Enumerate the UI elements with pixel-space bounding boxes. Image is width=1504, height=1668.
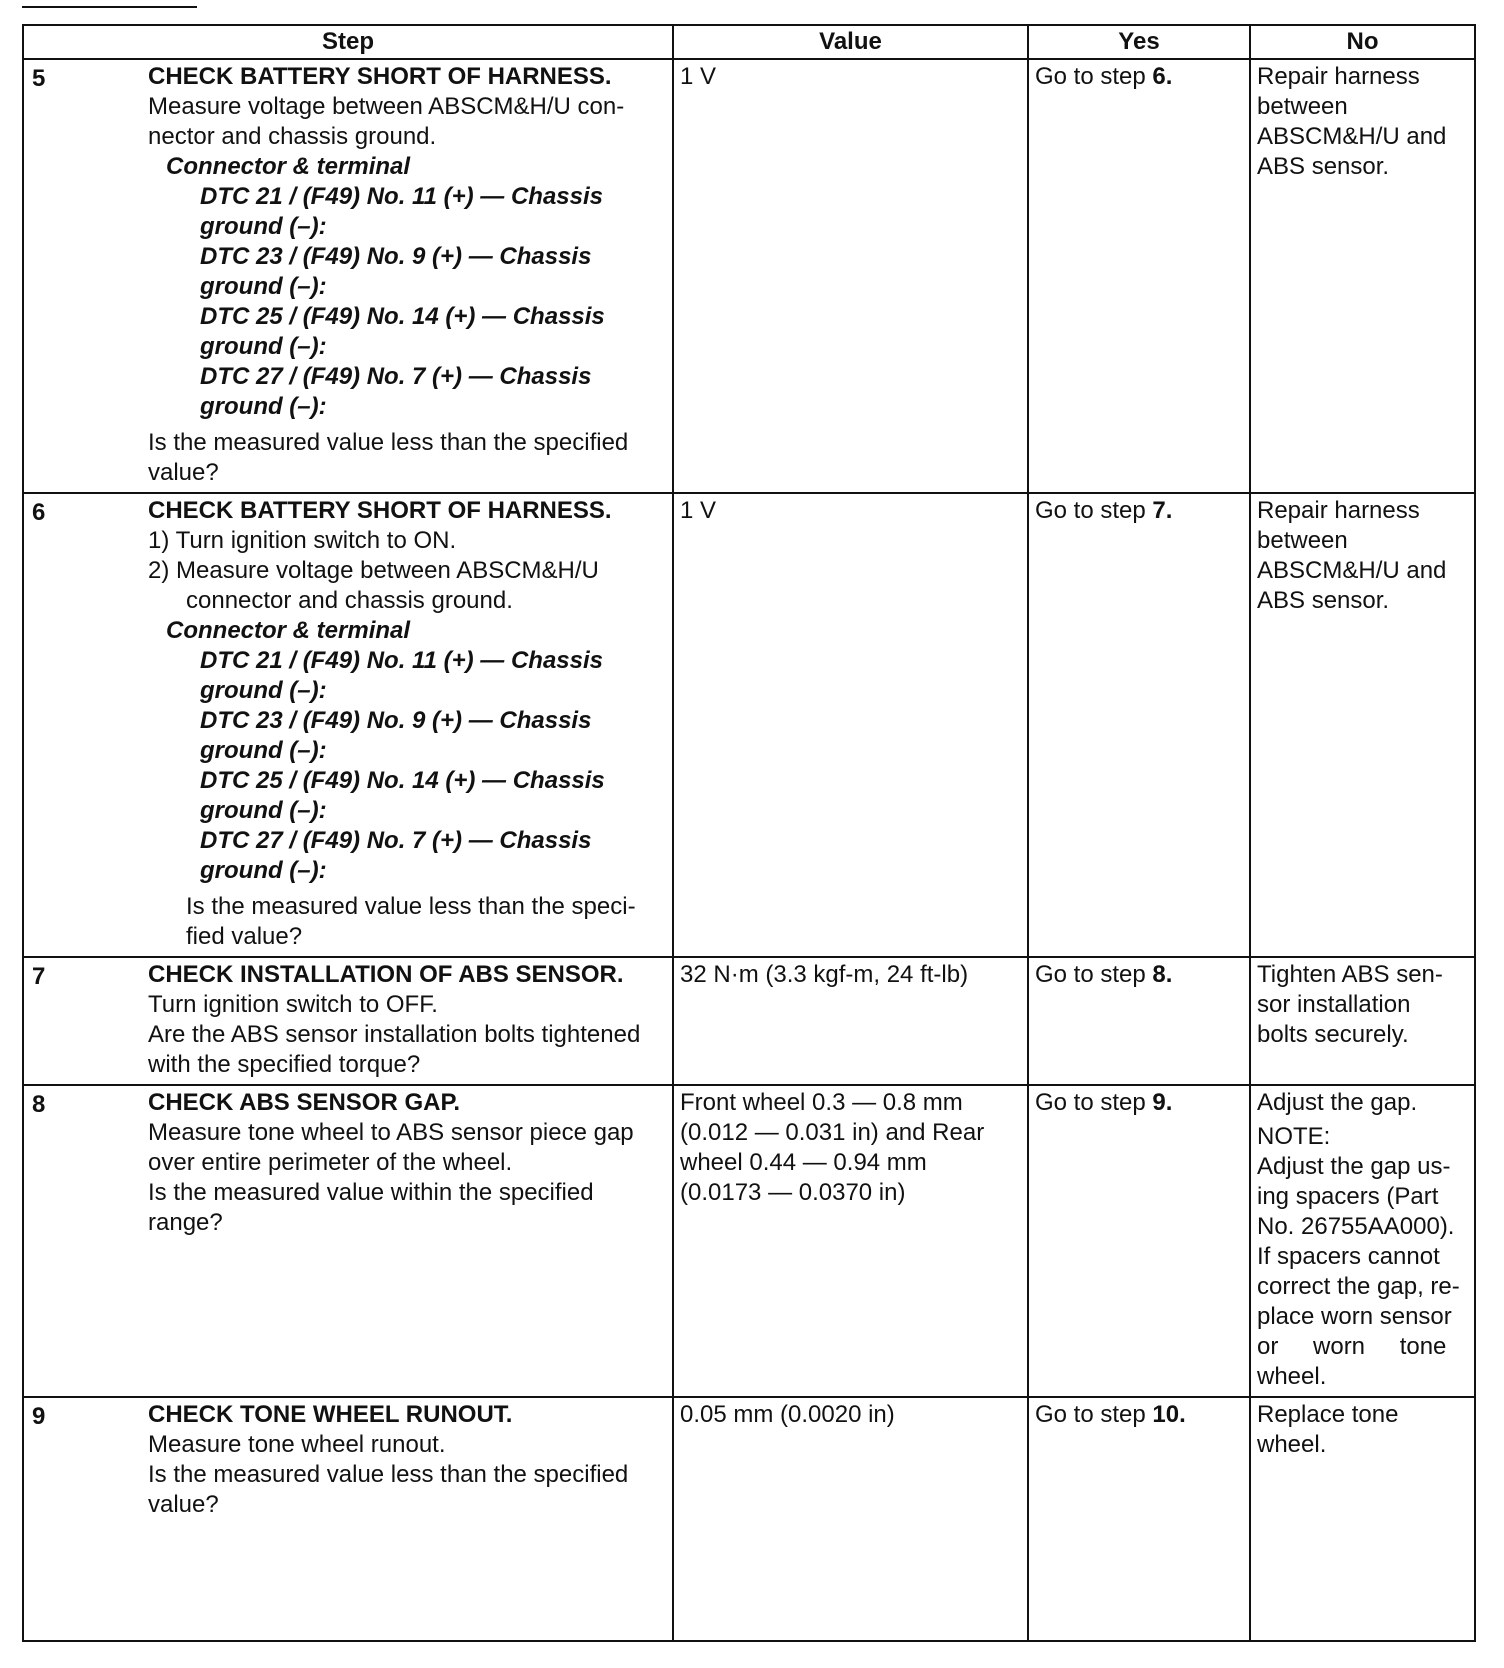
yes-step: 7. (1152, 497, 1173, 524)
terminal-line: ground (–): (200, 273, 327, 300)
no-text: ing spacers (Part (1257, 1183, 1439, 1210)
yes-text: Go to step (1035, 1401, 1153, 1428)
question-text: Is the measured value less than the speci- (186, 893, 636, 920)
no-text: Repair harness (1257, 63, 1420, 90)
terminal-line: ground (–): (200, 677, 327, 704)
terminal-line: DTC 21 / (F49) No. 11 (+) — Chassis (200, 647, 603, 674)
step-number: 5 (32, 65, 46, 92)
terminal-line: DTC 25 / (F49) No. 14 (+) — Chassis (200, 767, 605, 794)
no-cell (1250, 957, 1475, 1085)
step-number: 7 (32, 963, 46, 990)
no-text: between (1257, 527, 1348, 554)
step-text: Is the measured value within the specified (148, 1179, 594, 1206)
no-cell (1250, 1085, 1475, 1397)
header-row (23, 25, 1475, 59)
list-item-continued: connector and chassis ground. (186, 587, 513, 614)
step-cell (23, 1397, 673, 1641)
connector-heading: Connector & terminal (166, 153, 411, 180)
no-text: wheel. (1257, 1431, 1327, 1458)
value-text: (0.0173 — 0.0370 in) (680, 1179, 906, 1206)
yes-cell (1028, 1397, 1250, 1641)
no-text: bolts securely. (1257, 1021, 1409, 1048)
step-text: Measure tone wheel to ABS sensor piece gap (148, 1119, 634, 1146)
header-yes: Yes (1028, 25, 1250, 59)
diagnostic-table (22, 24, 1476, 1642)
yes-text: Go to step (1035, 63, 1153, 90)
value-cell: 1 V (673, 493, 1028, 957)
no-text: place worn sensor (1257, 1303, 1452, 1330)
terminal-line: DTC 27 / (F49) No. 7 (+) — Chassis (200, 363, 592, 390)
top-rule (22, 6, 197, 8)
no-text: ABSCM&H/U and (1257, 557, 1447, 584)
connector-heading: Connector & terminal (166, 617, 411, 644)
step-title: CHECK BATTERY SHORT OF HARNESS. (148, 63, 612, 90)
table-row (23, 1085, 1475, 1397)
terminal-line: ground (–): (200, 213, 327, 240)
yes-step: 10. (1152, 1401, 1186, 1428)
step-text: with the specified torque? (148, 1051, 421, 1078)
no-text: Adjust the gap. (1257, 1089, 1418, 1116)
terminal-line: ground (–): (200, 393, 327, 420)
no-text: ABS sensor. (1257, 587, 1390, 614)
table-row (23, 493, 1475, 957)
no-text: ABSCM&H/U and (1257, 123, 1447, 150)
value-cell: 0.05 mm (0.0020 in) (673, 1397, 1028, 1641)
step-number: 6 (32, 499, 46, 526)
yes-cell (1028, 493, 1250, 957)
value-text: (0.012 — 0.031 in) and Rear (680, 1119, 985, 1146)
no-cell (1250, 59, 1475, 493)
step-cell (23, 59, 673, 493)
table-row (23, 59, 1475, 493)
terminal-line: ground (–): (200, 857, 327, 884)
no-text: Tighten ABS sen- (1257, 961, 1443, 988)
question-text: fied value? (186, 923, 303, 950)
yes-step: 8. (1152, 961, 1173, 988)
step-text: Measure tone wheel runout. (148, 1431, 446, 1458)
no-text: sor installation (1257, 991, 1411, 1018)
header-no: No (1250, 25, 1475, 59)
no-cell (1250, 493, 1475, 957)
no-cell (1250, 1397, 1475, 1641)
yes-cell (1028, 957, 1250, 1085)
step-text: Turn ignition switch to OFF. (148, 991, 438, 1018)
step-text: nector and chassis ground. (148, 123, 437, 150)
step-title: CHECK ABS SENSOR GAP. (148, 1089, 461, 1116)
yes-text: Go to step (1035, 1089, 1153, 1116)
terminal-line: DTC 23 / (F49) No. 9 (+) — Chassis (200, 707, 592, 734)
value-cell: 1 V (673, 59, 1028, 493)
value-text: Front wheel 0.3 — 0.8 mm (680, 1089, 963, 1116)
no-text: Replace tone (1257, 1401, 1399, 1428)
step-cell (23, 493, 673, 957)
step-title: CHECK INSTALLATION OF ABS SENSOR. (148, 961, 624, 988)
terminal-line: ground (–): (200, 797, 327, 824)
header-value: Value (673, 25, 1028, 59)
no-text: or worn tone (1257, 1333, 1447, 1360)
question-text: Is the measured value less than the specified (148, 429, 629, 456)
step-text: Measure voltage between ABSCM&H/U con- (148, 93, 625, 120)
step-number: 9 (32, 1403, 46, 1430)
value-text: wheel 0.44 — 0.94 mm (680, 1149, 927, 1176)
step-text: range? (148, 1209, 223, 1236)
step-title: CHECK TONE WHEEL RUNOUT. (148, 1401, 513, 1428)
step-text: Are the ABS sensor installation bolts tightened (148, 1021, 641, 1048)
no-text: Adjust the gap us- (1257, 1153, 1451, 1180)
yes-step: 6. (1152, 63, 1173, 90)
terminal-line: ground (–): (200, 737, 327, 764)
table-row (23, 957, 1475, 1085)
list-item: 2) Measure voltage between ABSCM&H/U (148, 557, 599, 584)
yes-text: Go to step (1035, 497, 1153, 524)
header-step: Step (23, 25, 673, 59)
step-title: CHECK BATTERY SHORT OF HARNESS. (148, 497, 612, 524)
no-text: No. 26755AA000). (1257, 1213, 1455, 1240)
yes-step: 9. (1152, 1089, 1173, 1116)
terminal-line: DTC 23 / (F49) No. 9 (+) — Chassis (200, 243, 592, 270)
terminal-line: DTC 25 / (F49) No. 14 (+) — Chassis (200, 303, 605, 330)
list-item: 1) Turn ignition switch to ON. (148, 527, 457, 554)
note-label: NOTE: (1257, 1123, 1331, 1150)
question-text: value? (148, 459, 219, 486)
no-text: wheel. (1257, 1363, 1327, 1390)
table-row (23, 1397, 1475, 1641)
value-cell (673, 1085, 1028, 1397)
step-text: over entire perimeter of the wheel. (148, 1149, 513, 1176)
step-text: Is the measured value less than the specified (148, 1461, 629, 1488)
yes-cell (1028, 59, 1250, 493)
terminal-line: DTC 27 / (F49) No. 7 (+) — Chassis (200, 827, 592, 854)
yes-cell (1028, 1085, 1250, 1397)
no-text: between (1257, 93, 1348, 120)
terminal-line: DTC 21 / (F49) No. 11 (+) — Chassis (200, 183, 603, 210)
yes-text: Go to step (1035, 961, 1153, 988)
no-text: If spacers cannot (1257, 1243, 1440, 1270)
step-number: 8 (32, 1091, 46, 1118)
terminal-line: ground (–): (200, 333, 327, 360)
step-cell (23, 1085, 673, 1397)
step-text: value? (148, 1491, 219, 1518)
no-text: Repair harness (1257, 497, 1420, 524)
no-text: correct the gap, re- (1257, 1273, 1460, 1300)
no-text: ABS sensor. (1257, 153, 1390, 180)
value-cell: 32 N·m (3.3 kgf-m, 24 ft-lb) (673, 957, 1028, 1085)
step-cell (23, 957, 673, 1085)
